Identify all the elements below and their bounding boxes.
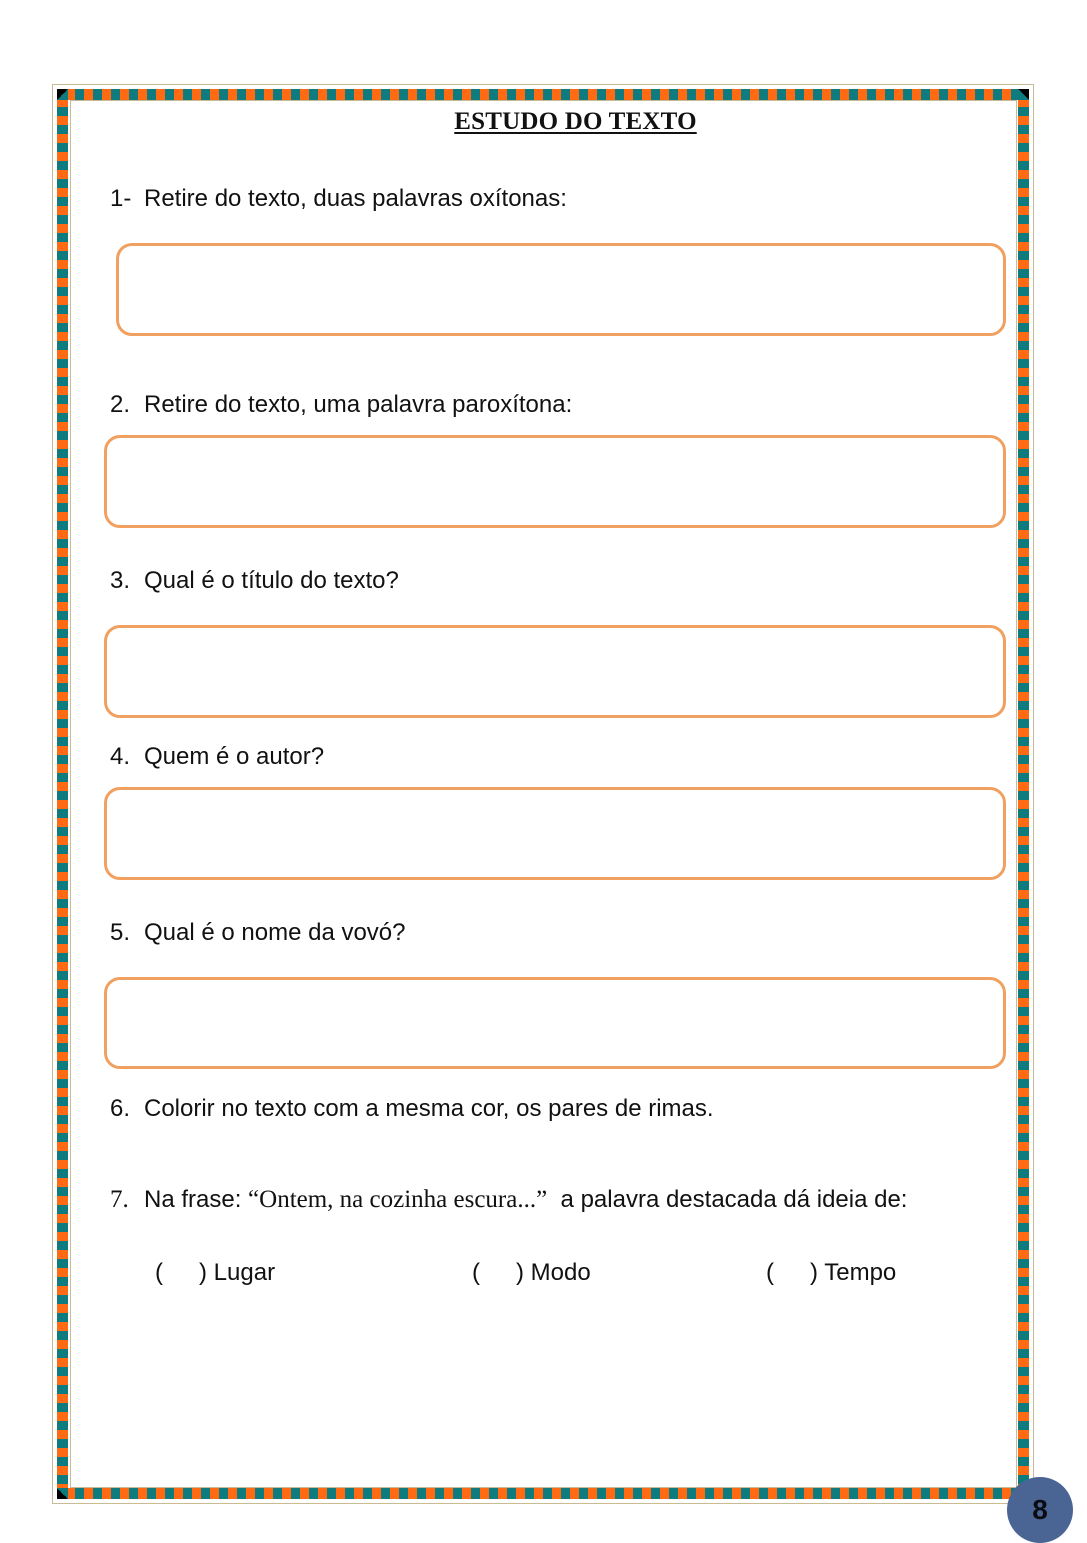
option-modo[interactable] — [472, 1258, 591, 1288]
border-corner-top-right — [1018, 89, 1029, 100]
question-4 — [110, 742, 324, 772]
question-text-before: Na frase: — [144, 1186, 249, 1213]
option-label: Tempo — [824, 1259, 897, 1286]
page-number-badge — [1007, 1477, 1073, 1543]
option-lugar[interactable] — [155, 1258, 275, 1288]
question-text: Retire do texto, duas palavras oxítonas: — [144, 185, 567, 212]
question-text: Colorir no texto com a mesma cor, os pares de rimas. — [144, 1095, 714, 1122]
question-6 — [110, 1094, 714, 1124]
option-label: Modo — [530, 1259, 591, 1286]
checkbox-close-paren: ) — [810, 1259, 818, 1286]
question-1 — [110, 184, 567, 214]
question-text: Quem é o autor? — [144, 743, 325, 770]
answer-box-2[interactable] — [104, 435, 1006, 528]
answer-box-5[interactable] — [104, 977, 1006, 1069]
question-text: Qual é o nome da vovó? — [144, 919, 406, 946]
answer-box-4[interactable] — [104, 787, 1006, 880]
checkbox-open-paren: ( — [155, 1259, 163, 1286]
question-number: 5. — [110, 919, 131, 946]
question-number: 7. — [110, 1186, 129, 1213]
page-border-bottom-stripe — [57, 1488, 1029, 1499]
checkbox-close-paren: ) — [516, 1259, 524, 1286]
option-tempo[interactable] — [766, 1258, 896, 1288]
border-corner-top-left — [57, 89, 68, 100]
border-corner-bottom-left — [57, 1488, 68, 1499]
question-number: 3. — [110, 567, 131, 594]
answer-box-3[interactable] — [104, 625, 1006, 718]
question-2 — [110, 390, 572, 420]
quoted-phrase: “Ontem, na cozinha escura...” — [248, 1186, 548, 1213]
checkbox-open-paren: ( — [472, 1259, 480, 1286]
question-text-after: a palavra destacada dá ideia de: — [547, 1186, 908, 1213]
page-number: 8 — [1032, 1494, 1048, 1525]
question-number: 2. — [110, 391, 131, 418]
question-7 — [110, 1185, 907, 1215]
answer-box-1[interactable] — [116, 243, 1006, 336]
question-number: 1- — [110, 185, 132, 212]
question-5 — [110, 918, 406, 948]
page-title: ESTUDO DO TEXTO — [454, 108, 697, 135]
option-label: Lugar — [213, 1259, 276, 1286]
question-3 — [110, 566, 399, 596]
question-text: Retire do texto, uma palavra paroxítona: — [144, 391, 573, 418]
page-border-right-stripe — [1018, 89, 1029, 1499]
page-border-top-stripe — [57, 89, 1029, 100]
checkbox-open-paren: ( — [766, 1259, 774, 1286]
page-border-left-stripe — [57, 89, 68, 1499]
question-number: 4. — [110, 743, 131, 770]
question-text: Qual é o título do texto? — [144, 567, 399, 594]
checkbox-close-paren: ) — [199, 1259, 207, 1286]
question-number: 6. — [110, 1095, 131, 1122]
